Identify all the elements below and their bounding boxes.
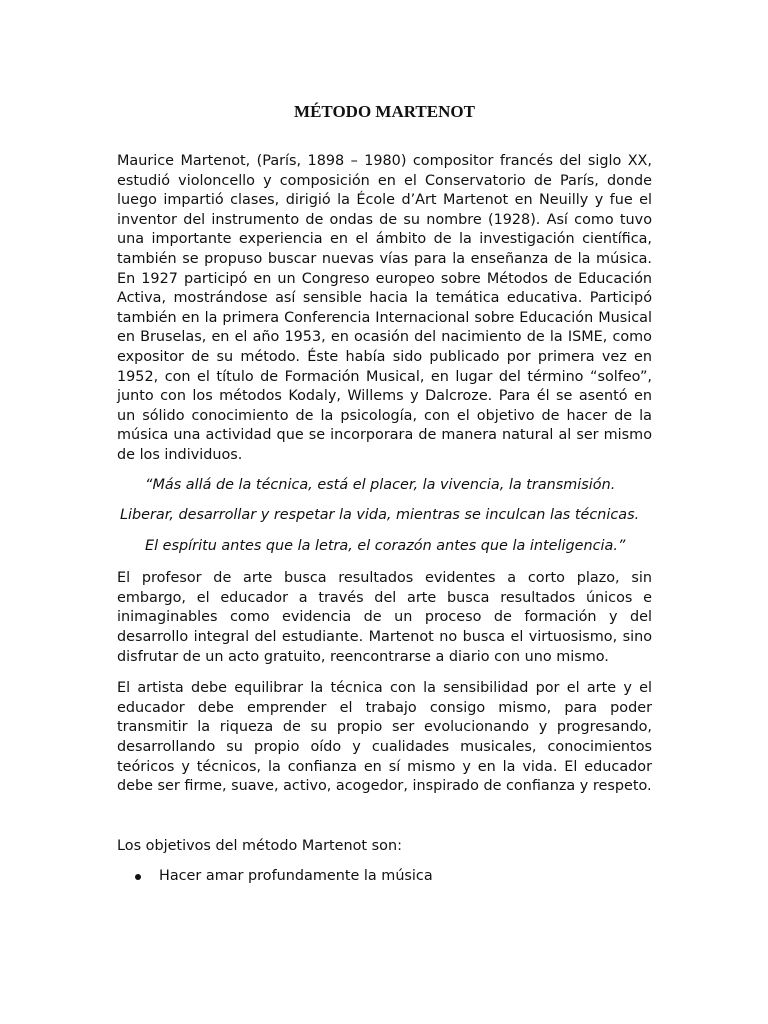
bullet-icon [135,874,141,880]
paragraph-artist: El artista debe equilibrar la técnica con la sensibilidad por el arte y el educador debe emprender el trabajo consigo mismo, para poder transmitir la riqueza de su propio ser evolucionando y progresando, desarrollando su propio oído y cualidades musicales, conocimientos teóricos y técnicos, la confianza en sí mismo y en la vida. El educador debe ser firme, suave, activo, acogedor, inspirado de confianza y respeto. [117,680,652,795]
quote-line-2: Liberar, desarrollar y respetar la vida, mientras se inculcan las técnicas. [120,507,640,524]
list-item [135,867,652,887]
quote-line-3: El espíritu antes que la letra, el corazón antes que la inteligencia.” [145,537,626,554]
list-item-text: Hacer amar profundamente la música [159,868,433,885]
paragraph-biography: Maurice Martenot, (París, 1898 – 1980) compositor francés del siglo XX, estudió violoncello y composición en el Conservatorio de París, donde luego impartió clases, dirigió la École d’Art Martenot en Neuilly y fue el inventor del instrumento de ondas de su nombre (1928). Así como tuvo una importante experiencia en el ámbito de la investigación científica, también se propuso buscar nuevas vías para la enseñanza de la música. En 1927 participó en un Congreso europeo sobre Métodos de Educación Activa, mostrándose así sensible hacia la temática educativa. Participó también en la primera Conferencia Internacional sobre Educación Musical en Bruselas, en el año 1953, en ocasión del nacimiento de la ISME, como expositor de su método. Éste había sido publicado por primera vez en 1952, con el título de Formación Musical, en lugar del término “solfeo”, junto con los métodos Kodaly, Willems y Dalcroze. Para él se asentó en un sólido conocimiento de la psicología, con el objetivo de hacer de la música una actividad que se incorporara de manera natural al ser mismo de los individuos. [117,153,652,463]
document-title: MÉTODO MARTENOT [294,102,475,121]
paragraph-teacher: El profesor de arte busca resultados evidentes a corto plazo, sin embargo, el educador a través del arte busca resultados únicos e inimaginables como evidencia de un proceso de formación y del desarrollo integral del estudiante. Martenot no busca el virtuosismo, sino disfrutar de un acto gratuito, reencontrarse a diario con uno mismo. [117,570,652,665]
objectives-intro: Los objetivos del método Martenot son: [117,837,402,854]
objectives-list [117,867,652,887]
quote-line-1: “Más allá de la técnica, está el placer, la vivencia, la transmisión. [145,476,616,493]
